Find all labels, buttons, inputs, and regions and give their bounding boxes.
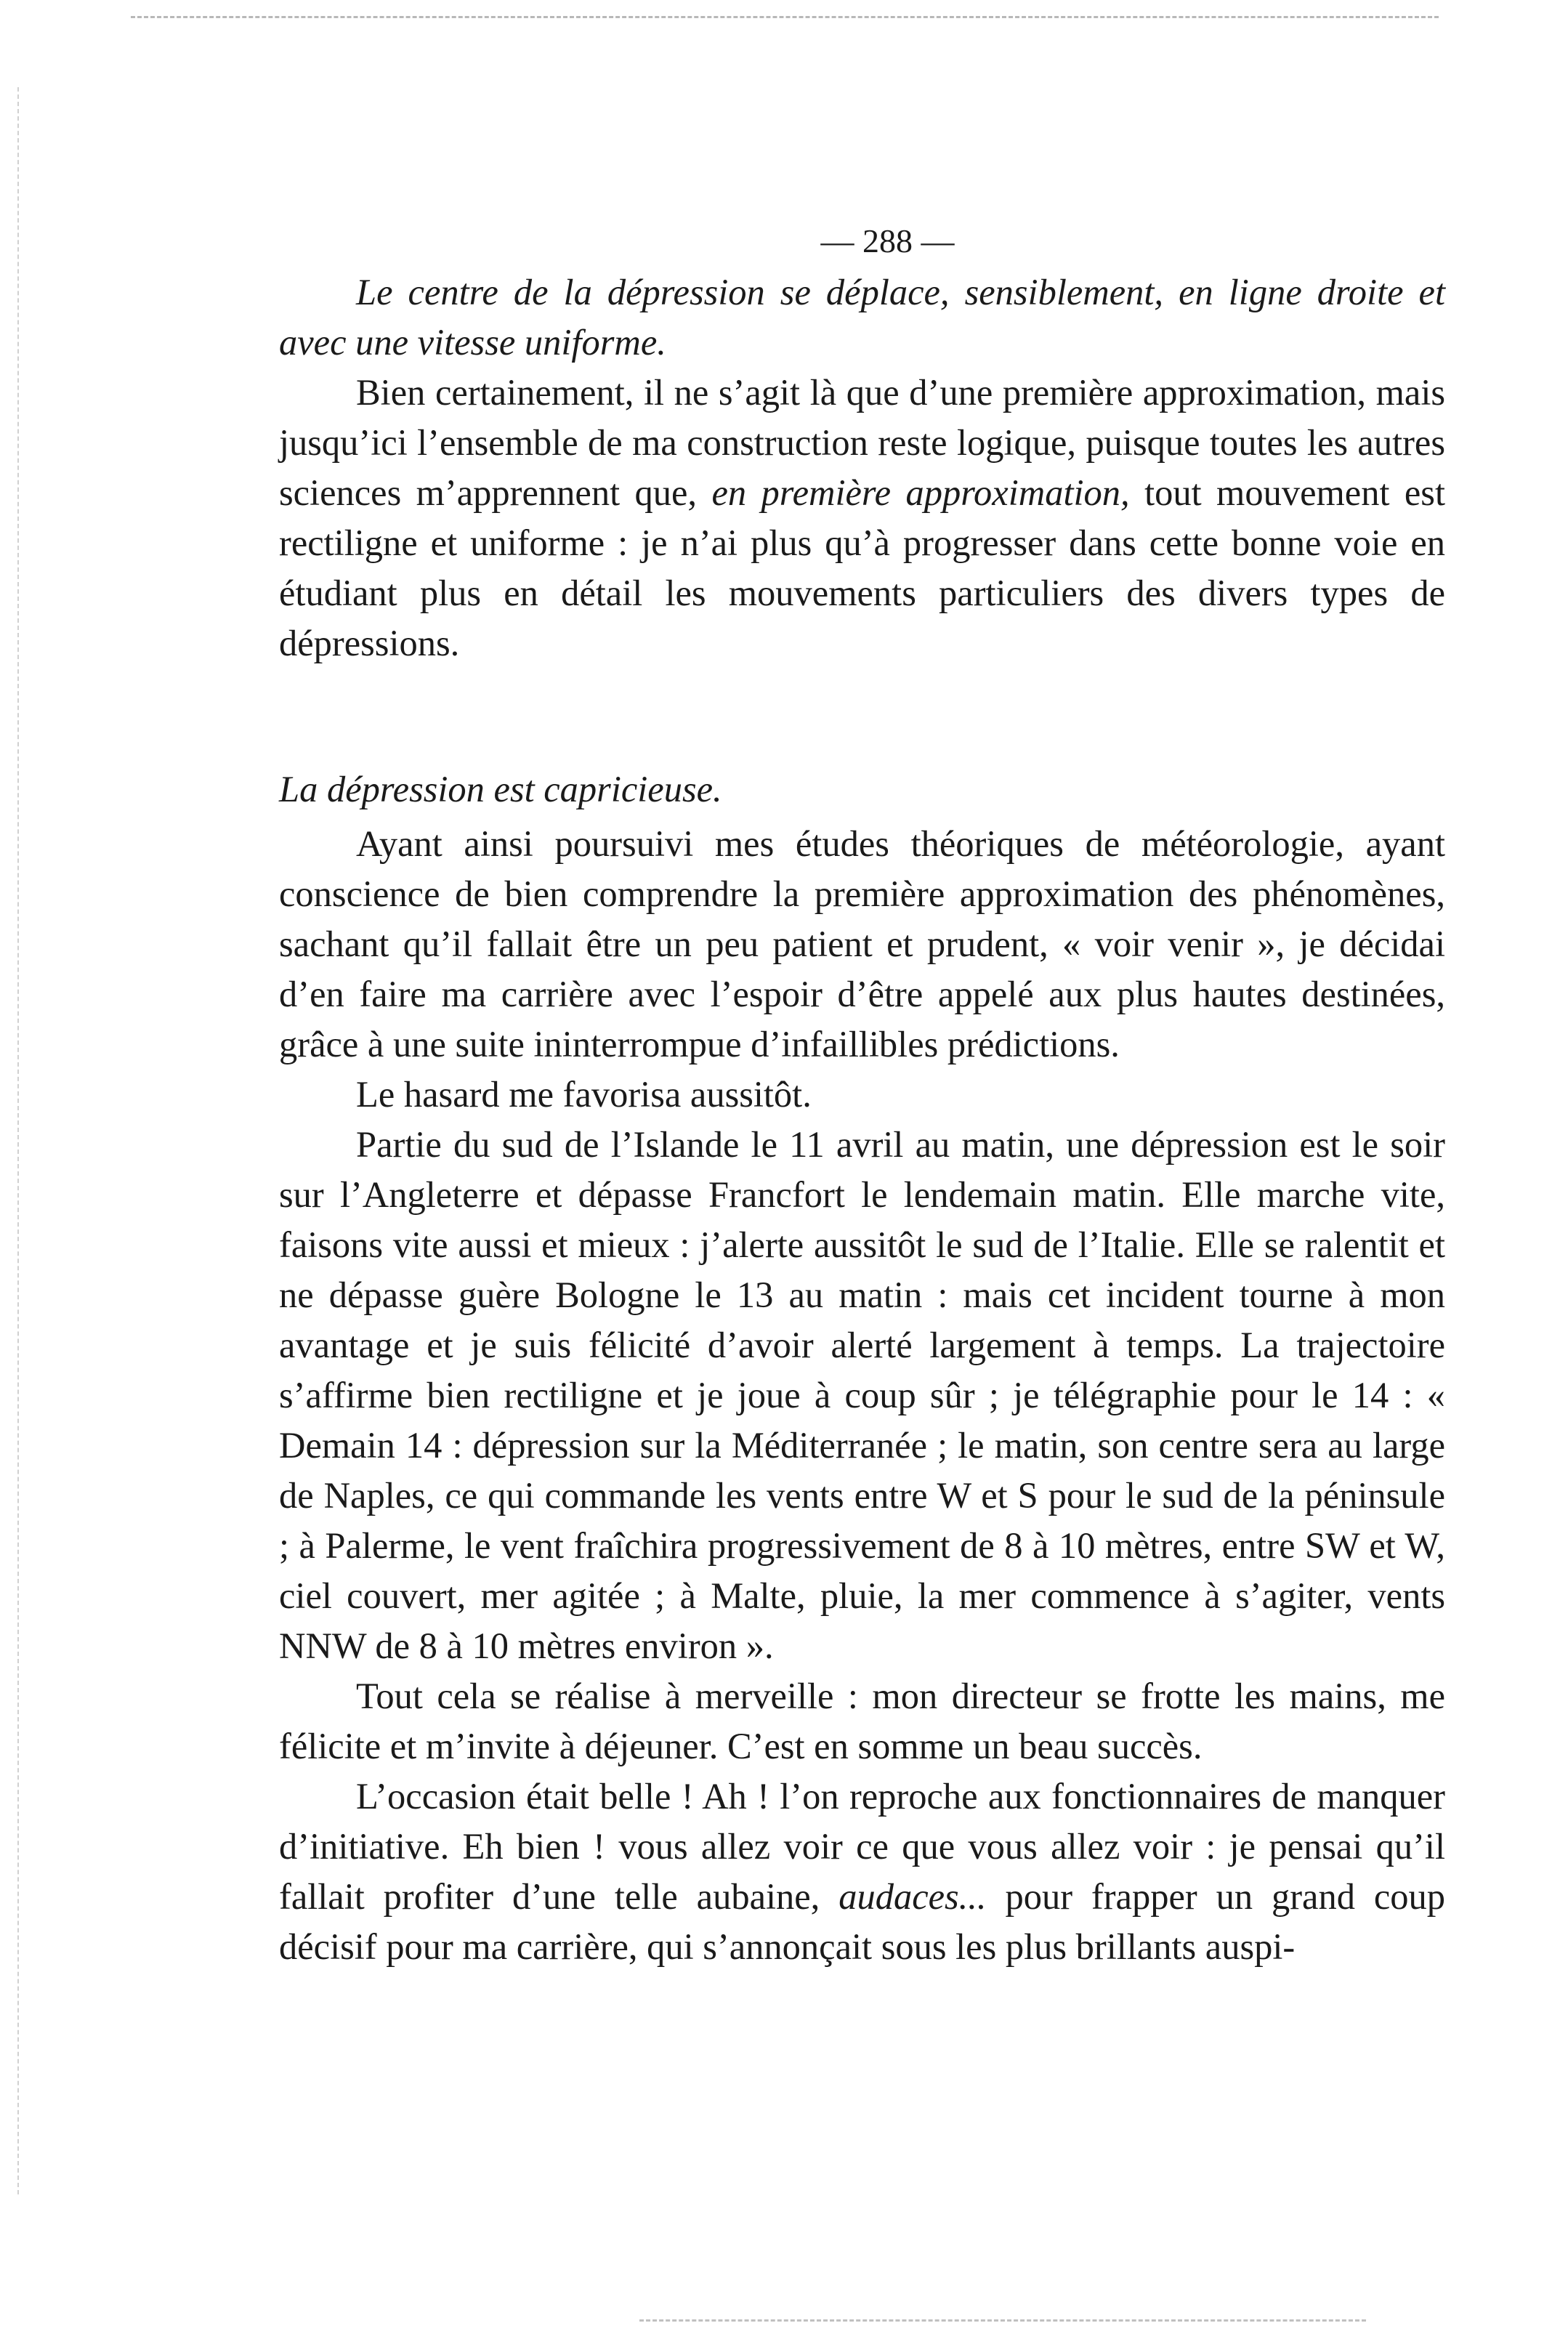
paragraph-text: L’occasion était belle ! Ah ! l’on reproche aux fonctionnaires de manquer d’initiative. Eh bien ! vous allez voir ce que vous allez voir : je pensai qu’il fallait profiter d’une telle aubaine,	[279, 1776, 1445, 1917]
scan-artifact-bottom-line	[639, 2319, 1366, 2322]
paragraph-occasion	[279, 1772, 1445, 1972]
emphasis-text: en première approximation,	[711, 472, 1130, 513]
paragraph-text: tout mouvement est rectiligne et uniforme : je n’ai plus qu’à progresser dans cette bonne voie en étudiant plus en détail les mouvements particuliers des divers types de dépressions.	[279, 472, 1445, 663]
paragraph-approximation	[279, 368, 1445, 668]
page-number: — 288 —	[820, 222, 955, 259]
scan-artifact-top-line	[131, 16, 1439, 18]
section-heading: La dépression est capricieuse.	[279, 769, 722, 809]
paragraph-text: Bien certainement, il ne s’agit là que d’une première approximation, mais jusqu’ici l’ensemble de ma construction reste logique, puisque toutes les autres sciences m’apprennent que,	[279, 372, 1445, 513]
paragraph-success: Tout cela se réalise à merveille : mon directeur se frotte les mains, me félicite et m’invite à déjeuner. C’est en somme un beau succès.	[279, 1676, 1445, 1766]
document-page	[279, 218, 1445, 1972]
paragraph-studies: Ayant ainsi poursuivi mes études théoriques de météorologie, ayant conscience de bien comprendre la première approximation des phénomènes, sachant qu’il fallait être un peu patient et prudent, « voir venir », je décidai d’en faire ma carrière avec l’espoir d’être appelé aux plus hautes destinées, grâce à une suite ininterrompue d’infaillibles prédictions.	[279, 823, 1445, 1065]
section-spacer	[279, 668, 1445, 764]
italic-conclusion-paragraph: Le centre de la dépression se déplace, sensiblement, en ligne droite et avec une vitesse uniforme.	[279, 272, 1445, 363]
paragraph-depression-track: Partie du sud de l’Islande le 11 avril au matin, une dépression est le soir sur l’Angleterre et dépasse Francfort le lendemain matin. Elle marche vite, faisons vite aussi et mieux : j’alerte aussitôt le sud de l’Italie. Elle se ralentit et ne dépasse guère Bologne le 13 au matin : mais cet incident tourne à mon avantage et je suis félicité d’avoir alerté largement à temps. La trajectoire s’affirme bien rectiligne et je joue à coup sûr ; je télégraphie pour le 14 : « Demain 14 : dépression sur la Méditerranée ; le matin, son centre sera au large de Naples, ce qui commande les vents entre W et S pour le sud de la péninsule ; à Palerme, le vent fraîchira progressivement de 8 à 10 mètres, entre SW et W, ciel couvert, mer agitée ; à Malte, pluie, la mer commence à s’agiter, vents NNW de 8 à 10 mètres environ ».	[279, 1124, 1445, 1666]
scan-artifact-left-edge	[17, 87, 19, 2194]
emphasis-text: audaces...	[838, 1876, 987, 1917]
paragraph-hasard: Le hasard me favorisa aussitôt.	[356, 1074, 812, 1115]
paragraph-text: pour frapper un grand coup décisif pour ma carrière, qui s’annonçait sous les plus brillants auspi-	[279, 1876, 1445, 1967]
